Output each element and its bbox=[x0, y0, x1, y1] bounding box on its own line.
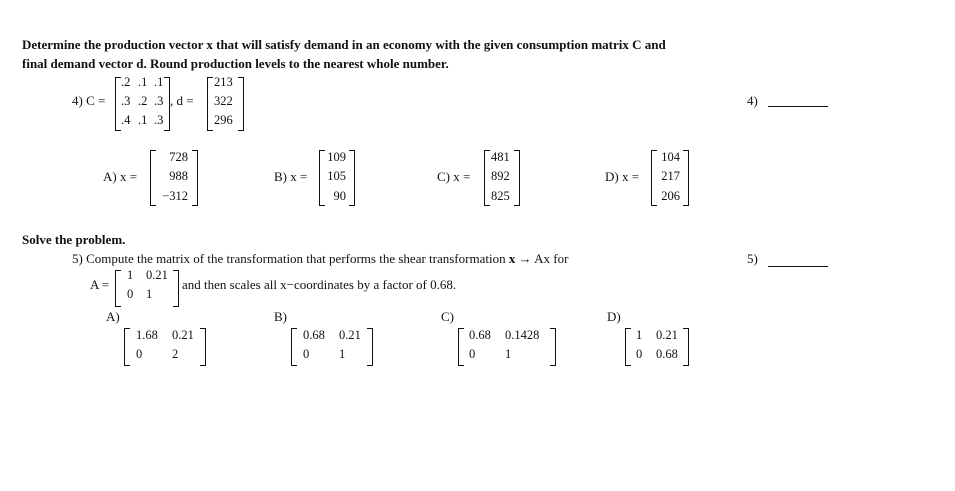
choice4-C-r1: 892 bbox=[491, 169, 510, 183]
problem4-instruction-line2: final demand vector d. Round production levels to the nearest whole number. bbox=[22, 56, 449, 71]
choice4-A-r0: 728 bbox=[169, 150, 188, 164]
A-label: A = bbox=[90, 277, 110, 292]
choice4-D-r2: 206 bbox=[661, 189, 680, 203]
choice4-B-label: B) x = bbox=[274, 169, 308, 184]
choice5-D-r1c1: 0.68 bbox=[656, 347, 678, 361]
problem4-label: 4) C = bbox=[72, 93, 106, 108]
choice5-B-r0c1: 0.21 bbox=[339, 328, 361, 342]
choice5-D-r1c0: 0 bbox=[636, 347, 643, 361]
choice4-D-r1: 217 bbox=[661, 169, 680, 183]
section-title: Solve the problem. bbox=[22, 232, 126, 247]
C-r1c0: .3 bbox=[121, 94, 131, 108]
choice5-B-r0c0: 0.68 bbox=[303, 328, 325, 342]
choice5-D-r0c1: 0.21 bbox=[656, 328, 678, 342]
choice4-B-r1: 105 bbox=[327, 169, 346, 183]
choice5-B-label: B) bbox=[274, 309, 287, 324]
d-label: , d = bbox=[170, 93, 194, 108]
choice5-A-r0c0: 1.68 bbox=[136, 328, 158, 342]
problem5-question bbox=[72, 251, 568, 267]
choice5-A-r1c1: 2 bbox=[172, 347, 179, 361]
choice5-C-r1c1: 1 bbox=[505, 347, 512, 361]
answer-number-4: 4) bbox=[747, 93, 758, 108]
d-r1: 322 bbox=[214, 94, 233, 108]
d-r2: 296 bbox=[214, 113, 233, 127]
choice5-A-r0c1: 0.21 bbox=[172, 328, 194, 342]
choice4-C-r0: 481 bbox=[491, 150, 510, 164]
choice5-D-r0c0: 1 bbox=[636, 328, 643, 342]
choice4-C-r2: 825 bbox=[491, 189, 510, 203]
C-r2c2: .3 bbox=[154, 113, 164, 127]
choice5-C-r1c0: 0 bbox=[469, 347, 476, 361]
problem5-question-x: x bbox=[508, 251, 516, 266]
C-r1c1: .2 bbox=[138, 94, 148, 108]
problem5-question-cont: and then scales all x−coordinates by a factor of 0.68. bbox=[182, 277, 457, 292]
problem5-question-map: → Ax for bbox=[518, 251, 569, 266]
answer-line-5[interactable] bbox=[768, 266, 828, 267]
C-r0c1: .1 bbox=[138, 75, 148, 89]
choice4-B-r0: 109 bbox=[327, 150, 346, 164]
C-r2c0: .4 bbox=[121, 113, 131, 127]
answer-number-5: 5) bbox=[747, 251, 758, 266]
A-r1c0: 0 bbox=[127, 287, 134, 301]
d-r0: 213 bbox=[214, 75, 233, 89]
choice5-C-label: C) bbox=[441, 309, 454, 324]
choice5-C-r0c1: 0.1428 bbox=[505, 328, 540, 342]
A-r0c0: 1 bbox=[127, 268, 134, 282]
choice4-D-label: D) x = bbox=[605, 169, 640, 184]
A-r0c1: 0.21 bbox=[146, 268, 168, 282]
choice5-C-r0c0: 0.68 bbox=[469, 328, 491, 342]
choice4-A-r1: 988 bbox=[169, 169, 188, 183]
answer-line-4[interactable] bbox=[768, 106, 828, 107]
choice5-A-r1c0: 0 bbox=[136, 347, 143, 361]
choice4-B-r2: 90 bbox=[333, 189, 346, 203]
problem4-instruction-line1: Determine the production vector x that will satisfy demand in an economy with the given consumption matrix C and bbox=[22, 37, 666, 52]
C-r2c1: .1 bbox=[138, 113, 148, 127]
C-r0c2: .1 bbox=[154, 75, 164, 89]
A-r1c1: 1 bbox=[146, 287, 153, 301]
problem5-question-text: 5) Compute the matrix of the transformation that performs the shear transformation bbox=[72, 251, 506, 266]
choice4-D-r0: 104 bbox=[661, 150, 680, 164]
C-r0c0: .2 bbox=[121, 75, 131, 89]
C-r1c2: .3 bbox=[154, 94, 164, 108]
choice5-B-r1c1: 1 bbox=[339, 347, 346, 361]
choice4-A-label: A) x = bbox=[103, 169, 138, 184]
choice4-C-label: C) x = bbox=[437, 169, 471, 184]
choice5-B-r1c0: 0 bbox=[303, 347, 310, 361]
choice4-A-r2: −312 bbox=[162, 189, 188, 203]
choice5-A-label: A) bbox=[106, 309, 120, 324]
choice5-D-label: D) bbox=[607, 309, 621, 324]
